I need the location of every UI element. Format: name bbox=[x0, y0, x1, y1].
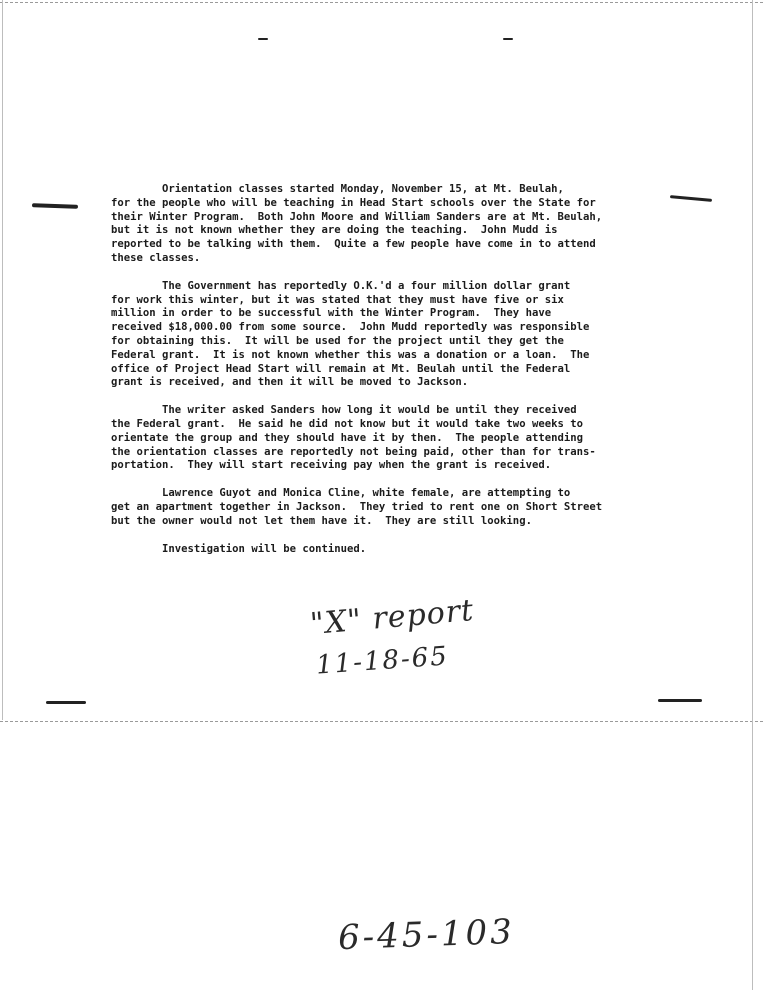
right-margin-mark-lower bbox=[658, 699, 702, 702]
handwritten-report-label: "X" report bbox=[308, 592, 476, 643]
handwritten-report-date: 11-18-65 bbox=[315, 641, 450, 681]
left-margin-mark-lower bbox=[46, 701, 86, 704]
top-left-dash-mark bbox=[258, 38, 268, 40]
memo-paragraph-sanders: The writer asked Sanders how long it would be until they received the Federal grant. He said he did not know but it would take two weeks to orientate the group and they should have it by then. The people attending the orientation classes are reportedly not being paid, other than for trans- portation. They will start receiving pay when the grant is received. bbox=[111, 404, 596, 472]
memo-paragraph-orientation: Orientation classes started Monday, November 15, at Mt. Beulah, for the people who will be teaching in Head Start schools over the State for their Winter Program. Both John Moore and William Sanders are at Mt. Beulah, but it is not known whether they are doing the teaching. John Mudd is reported to be talking with them. Quite a few people have come in to attend these classes. bbox=[111, 183, 603, 264]
right-scan-edge bbox=[752, 0, 753, 990]
memo-paragraph-closing: Investigation will be continued. bbox=[111, 542, 367, 555]
fold-line bbox=[0, 721, 763, 722]
top-scan-edge bbox=[0, 2, 763, 3]
memo-paragraph-apartment: Lawrence Guyot and Monica Cline, white female, are attempting to get an apartment together in Jackson. They tried to rent one on Short Street but the owner would not let them have it. They are still looking. bbox=[111, 487, 603, 527]
memo-paragraph-grant: The Government has reportedly O.K.'d a four million dollar grant for work this winter, but it was stated that they must have five or six million in order to be successful with the Winter Program. They have received $18,000.00 from some source. John Mudd reportedly was responsible for obtaining this. It will be used for the project until they get the Federal grant. It is not known whether this was a donation or a loan. The office of Project Head Start will remain at Mt. Beulah until the Federal grant is received, and then it will be moved to Jackson. bbox=[111, 279, 590, 389]
right-margin-mark-upper bbox=[670, 195, 712, 202]
left-scan-edge bbox=[2, 0, 3, 720]
top-right-dash-mark bbox=[503, 38, 513, 40]
left-margin-mark-upper bbox=[32, 203, 78, 209]
memo-body bbox=[111, 183, 671, 570]
handwritten-file-number: 6-45-103 bbox=[337, 911, 516, 959]
